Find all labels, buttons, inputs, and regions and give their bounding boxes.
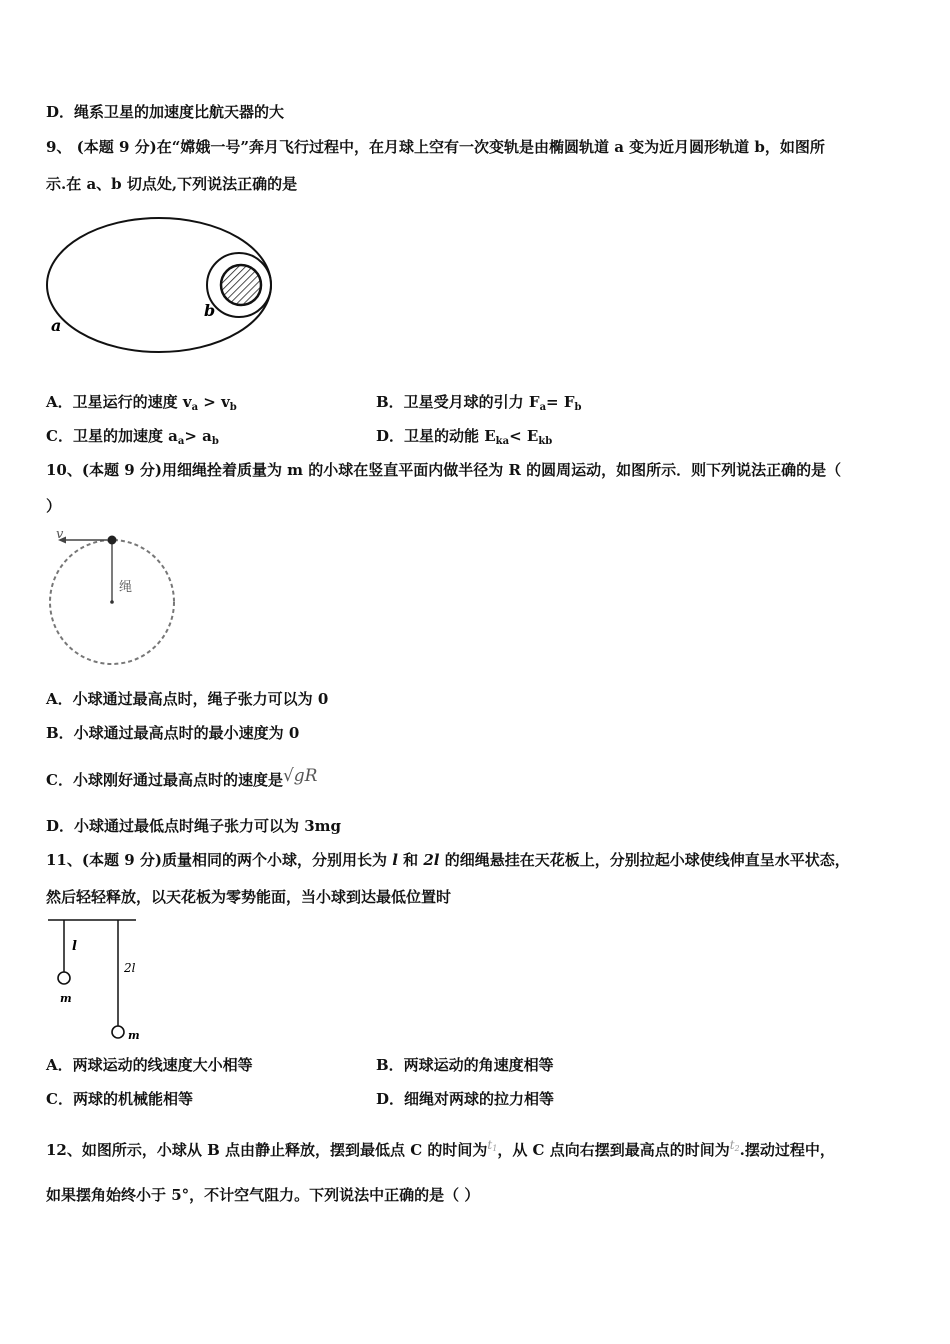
q10-option-d: D．小球通过最低点时绳子张力可以为 3mg [46, 817, 342, 835]
q10-circle-diagram [44, 524, 184, 669]
q9-option-b: B．卫星受月球的引力 $F_a= F_b$ [376, 393, 582, 413]
ball-1 [58, 972, 70, 984]
q12-stem-line2: 如果摆角始终小于 5°，不计空气阻力。下列说法中正确的是（ ） [46, 1186, 480, 1204]
label-rope: 绳 [119, 580, 133, 595]
label-m2: m [128, 1029, 140, 1042]
ball-2 [112, 1026, 124, 1038]
q10-option-a: A．小球通过最高点时，绳子张力可以为 0 [46, 690, 329, 708]
q10-option-c: C．小球刚好通过最高点时的速度是√gR [46, 766, 318, 789]
t1-symbol: t1 [487, 1138, 498, 1153]
center-point [110, 600, 114, 604]
q9-option-a: A．卫星运行的速度 $v_a > v_b$ [46, 393, 237, 413]
q12-stem-line1: 12、如图所示，小球从 B 点由静止释放，摆到最低点 C 的时间为$^{t1}$，从 C 点向右摆到最高点的时间为$^{t2}$.摆动过程中， [46, 1138, 835, 1159]
q9-option-d: D．卫星的动能 $E_{ka}< E_{kb}$ [376, 427, 553, 447]
q11-option-b: B．两球运动的角速度相等 [376, 1056, 554, 1074]
label-m1: m [60, 992, 72, 1005]
q9-stem-line1: 9、 (本题 9 分)在“嫦娥一号”奔月飞行过程中，在月球上空有一次变轨是由椭圆轨道 a 变为近月圆形轨道 b，如图所 [46, 138, 825, 156]
q8-option-d: D．绳系卫星的加速度比航天器的大 [46, 103, 285, 121]
q11-option-a: A．两球运动的线速度大小相等 [46, 1056, 253, 1074]
q9-stem-line2: 示.在 a、b 切点处,下列说法正确的是 [46, 175, 298, 193]
label-l: l [72, 939, 77, 954]
label-b: b [204, 301, 216, 320]
q11-pendulum-diagram [44, 914, 154, 1046]
q10-stem-line1: 10、(本题 9 分)用细绳拴着质量为 m 的小球在竖直平面内做半径为 R 的圆周运动，如图所示．则下列说法正确的是（ [46, 461, 842, 479]
q11-option-c: C．两球的机械能相等 [46, 1090, 193, 1108]
moon-circle [221, 265, 261, 305]
label-a: a [51, 316, 62, 335]
ball [108, 536, 117, 545]
q11-option-d: D．细绳对两球的拉力相等 [376, 1090, 555, 1108]
q11-stem-line2: 然后轻轻释放，以天花板为零势能面，当小球到达最低位置时 [46, 888, 452, 906]
q10-option-b: B．小球通过最高点时的最小速度为 0 [46, 724, 300, 742]
q11-stem-line1: 11、(本题 9 分)质量相同的两个小球，分别用长为 l 和 2l 的细绳悬挂在天花板上，分别拉起小球使线伸直呈水平状态， [46, 851, 850, 869]
q9-option-c: C．卫星的加速度 $a_a> a_b$ [46, 427, 219, 447]
t2-symbol: t2 [729, 1138, 740, 1153]
q9-orbit-diagram [40, 210, 280, 360]
label-2l: 2l [124, 961, 136, 975]
sqrt-gR-formula: √gR [282, 766, 318, 786]
q10-stem-line2: ） [46, 497, 62, 515]
label-v: v [56, 527, 64, 542]
